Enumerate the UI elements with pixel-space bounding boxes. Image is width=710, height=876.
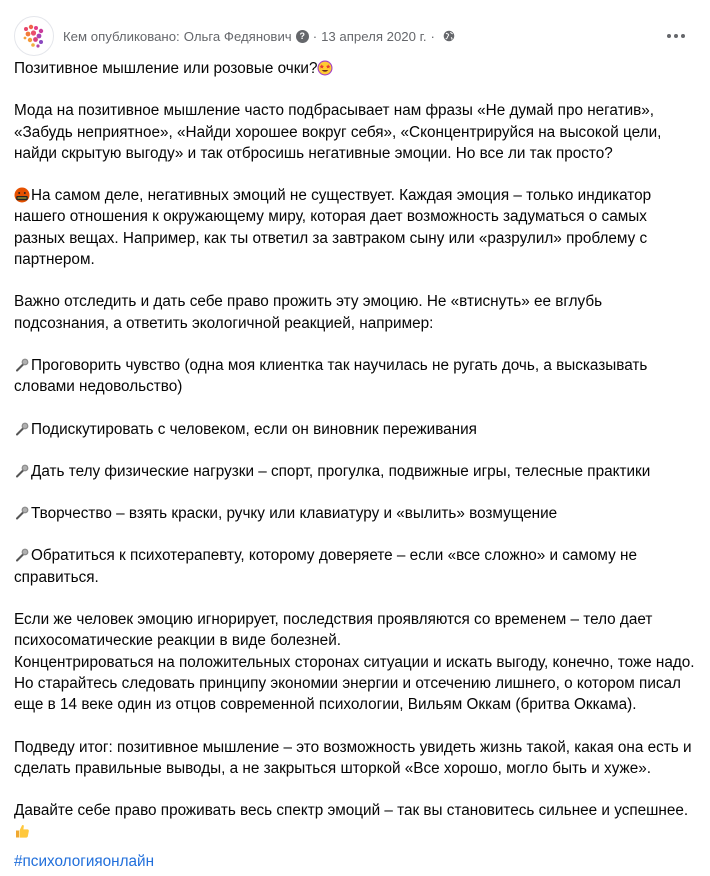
list-item-text: Дать телу физические нагрузки – спорт, прогулка, подвижные игры, телесные практики (31, 462, 651, 480)
author-prefix: Кем опубликовано: (63, 28, 180, 44)
list-item (14, 419, 698, 440)
list-item (14, 503, 698, 524)
globe-icon (443, 30, 455, 42)
paragraph-4: Подведу итог: позитивное мышление – это возможность увидеть жизнь такой, какая она есть и сделать правильные выводы, а не закрыться шторкой «Все хорошо, могло быть и хуже». (14, 738, 692, 777)
post-title: Позитивное мышление или розовые очки? (14, 60, 318, 77)
face-with-symbols-emoji-icon (14, 187, 30, 203)
paragraph-1: На самом деле, негативных эмоций не существует. Каждая эмоция – только индикатор нашего отношения к окружающему миру, которая дает возможность задуматься о самых разных вещах. Например, как ты ответил за завтраком сыну или «разрулил» проблему с партнером. (14, 187, 652, 269)
post-header (14, 14, 696, 58)
post-date[interactable]: 13 апреля 2020 г. (321, 28, 427, 44)
meta-separator: · (430, 28, 435, 44)
list-item-text: Проговорить чувство (одна моя клиентка так научилась не ругать дочь, а высказывать словами недовольство) (14, 356, 648, 396)
more-options-button[interactable] (660, 20, 692, 52)
paragraph-5: Давайте себе право проживать весь спектр эмоций – так вы становитесь сильнее и успешнее. (14, 802, 689, 820)
paragraph-2: Важно отследить и дать себе право прожить эту эмоцию. Не «втиснуть» ее вглубь подсознания, а ответить экологичной реакцией, например: (14, 293, 603, 332)
list-item (14, 355, 698, 398)
badge-icon[interactable]: ? (296, 30, 309, 43)
list-item-text: Творчество – взять краски, ручку или клавиатуру и «вылить» возмущение (31, 505, 558, 523)
star-struck-emoji-icon (317, 60, 333, 76)
avatar[interactable] (14, 16, 54, 56)
microphone-icon (14, 505, 30, 521)
microphone-icon (14, 421, 30, 437)
list-item (14, 545, 698, 588)
brand-logo-icon (18, 20, 50, 52)
hashtag-line (14, 851, 698, 872)
microphone-icon (14, 463, 30, 479)
post-meta (63, 29, 455, 44)
meta-separator: · (312, 28, 318, 44)
thumbs-up-icon (14, 823, 30, 839)
list-item-text: Подискутировать с человеком, если он виновник переживания (31, 420, 477, 438)
post-body (14, 58, 698, 872)
list-item (14, 461, 698, 482)
post-title-line (14, 58, 698, 79)
microphone-icon (14, 547, 30, 563)
list-item-text: Обратиться к психотерапевту, которому доверяете – если «все сложно» и самому не справиться. (14, 547, 637, 586)
microphone-icon (14, 357, 30, 373)
author-name[interactable]: Ольга Федянович (183, 28, 292, 44)
intro-paragraph: Мода на позитивное мышление часто подбрасывает нам фразы «Не думай про негатив», «Забудь неприятное», «Найди хорошее вокруг себя», «Сконцентрируйся на высокой цели, найди скрытую выгоду» и так отбросишь негативные эмоции. Но все ли так просто? (14, 102, 662, 162)
more-dots-icon (667, 34, 671, 38)
paragraph-5-line (14, 800, 698, 843)
hashtag-link[interactable]: #психологияонлайн (14, 852, 155, 870)
paragraph-3a: Если же человек эмоцию игнорирует, последствия проявляются со временем – тело дает психосоматические реакции в виде болезней. (14, 611, 653, 650)
paragraph-1-line (14, 185, 698, 270)
paragraph-3b: Концентрироваться на положительных сторонах ситуации и искать выгоду, конечно, тоже надо. Но старайтесь следовать принципу экономии энергии и отсечению лишнего, о котором писал еще в 14 веке один из отцов современной психологии, Вильям Оккам (бритва Оккама). (14, 653, 695, 714)
